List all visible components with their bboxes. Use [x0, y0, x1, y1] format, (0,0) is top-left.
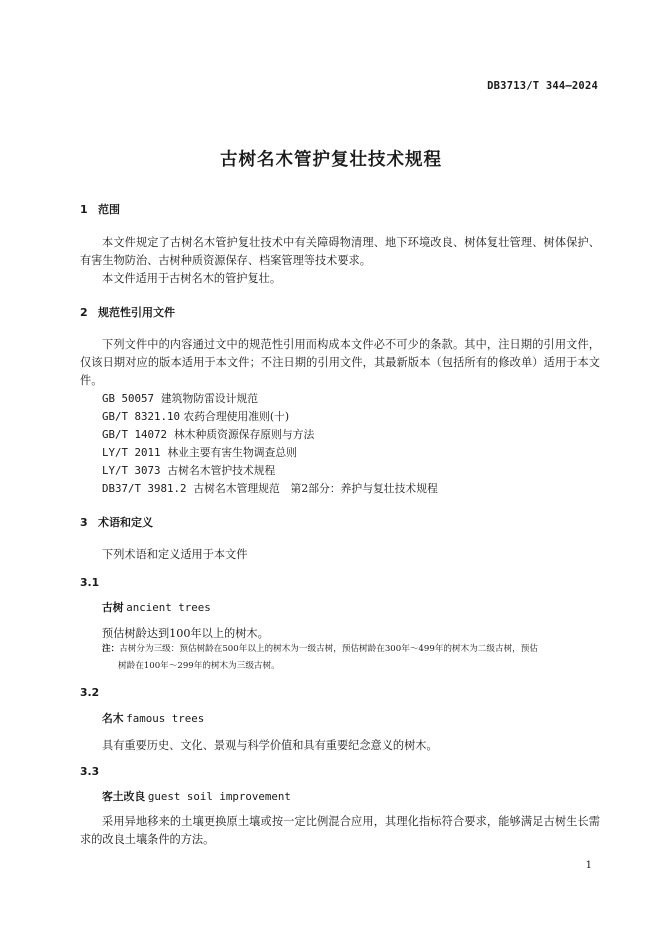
section-3-number: 3 — [80, 516, 88, 529]
term-heading — [102, 711, 204, 726]
term-definition: 预估树龄达到100年以上的树木。 — [102, 627, 269, 640]
reference-item — [102, 391, 258, 406]
reference-name: 农药合理使用准则(十) — [183, 410, 290, 423]
term-english-name: famous trees — [126, 712, 205, 725]
reference-item — [102, 427, 314, 442]
section-2-title: 规范性引用文件 — [98, 306, 175, 319]
section-3-intro: 下列术语和定义适用于本文件 — [102, 548, 248, 561]
reference-item — [102, 445, 297, 460]
term-heading — [102, 789, 291, 804]
section-1-heading — [80, 201, 120, 217]
section-3-title: 术语和定义 — [98, 516, 153, 529]
note-line-1: 古树分为三级：预估树龄在500年以上的树木为一级古树，预估树龄在300年～499年的树木为二级古树，预估 — [119, 644, 538, 654]
reference-code: GB/T 14072 — [102, 428, 168, 441]
term-number: 3.2 — [80, 686, 100, 699]
term-definition: 具有重要历史、文化、景观与科学价值和具有重要纪念意义的树木。 — [102, 739, 438, 752]
reference-code: LY/T 3073 — [102, 464, 161, 477]
reference-name: 林业主要有害生物调查总则 — [167, 446, 297, 459]
reference-code: DB37/T 3981.2 — [102, 482, 187, 495]
note-label: 注： — [102, 644, 120, 654]
reference-code: GB 50057 — [102, 392, 155, 405]
term-english-name: ancient trees — [126, 601, 211, 614]
term-english-name: guest soil improvement — [147, 790, 291, 803]
reference-item — [102, 463, 275, 478]
document-title: 古树名木管护复壮技术规程 — [220, 150, 442, 170]
reference-name: 建筑物防雷设计规范 — [160, 392, 259, 405]
term-definition: 采用异地移来的土壤更换原土壤或按一定比例混合应用，其理化指标符合要求，能够满足古树生长需求的改良土壤条件的方法。 — [80, 815, 600, 846]
note-line-2: 树龄在100年～299年的树木为三级古树。 — [118, 661, 280, 671]
section-2-paragraph: 下列文件中的内容通过文中的规范性引用而构成本文件必不可少的条款。其中，注日期的引用文件，仅该日期对应的版本适用于本文件；不注日期的引用文件，其最新版本（包括所有的修改单）适用于本文件。 — [80, 338, 600, 387]
section-2-number: 2 — [80, 306, 88, 319]
section-3-heading — [80, 514, 153, 530]
reference-name: 古树名木管护技术规程 — [167, 464, 276, 477]
section-1-title: 范围 — [98, 203, 120, 216]
section-2-heading — [80, 304, 175, 320]
section-1-paragraph-2: 本文件适用于古树名木的管护复壮。 — [102, 272, 282, 285]
term-chinese-name: 古树 — [102, 601, 124, 614]
term-heading — [102, 600, 211, 615]
section-1-body — [80, 234, 600, 288]
section-2-body — [80, 336, 600, 390]
term-definition-block — [80, 813, 600, 849]
term-chinese-name: 客土改良 — [102, 790, 146, 803]
section-1-paragraph-1: 本文件规定了古树名木管护复壮技术中有关障碍物清理、地下环境改良、树体复壮管理、树体保护、有害生物防治、古树种质资源保存、档案管理等技术要求。 — [80, 236, 600, 267]
page-number: 1 — [585, 860, 592, 871]
reference-code: LY/T 2011 — [102, 446, 161, 459]
term-number: 3.1 — [80, 576, 100, 589]
document-code: DB3713/T 344—2024 — [487, 80, 598, 92]
reference-item — [102, 409, 289, 424]
reference-code: GB/T 8321.10 — [102, 410, 181, 423]
reference-name: 林木种质资源保存原则与方法 — [173, 428, 315, 441]
reference-name: 古树名木管理规范 第2部分：养护与复壮技术规程 — [193, 482, 438, 495]
term-number: 3.3 — [80, 765, 100, 778]
term-chinese-name: 名木 — [102, 712, 124, 725]
term-note — [102, 641, 598, 675]
reference-item — [102, 481, 438, 496]
section-1-number: 1 — [80, 203, 88, 216]
